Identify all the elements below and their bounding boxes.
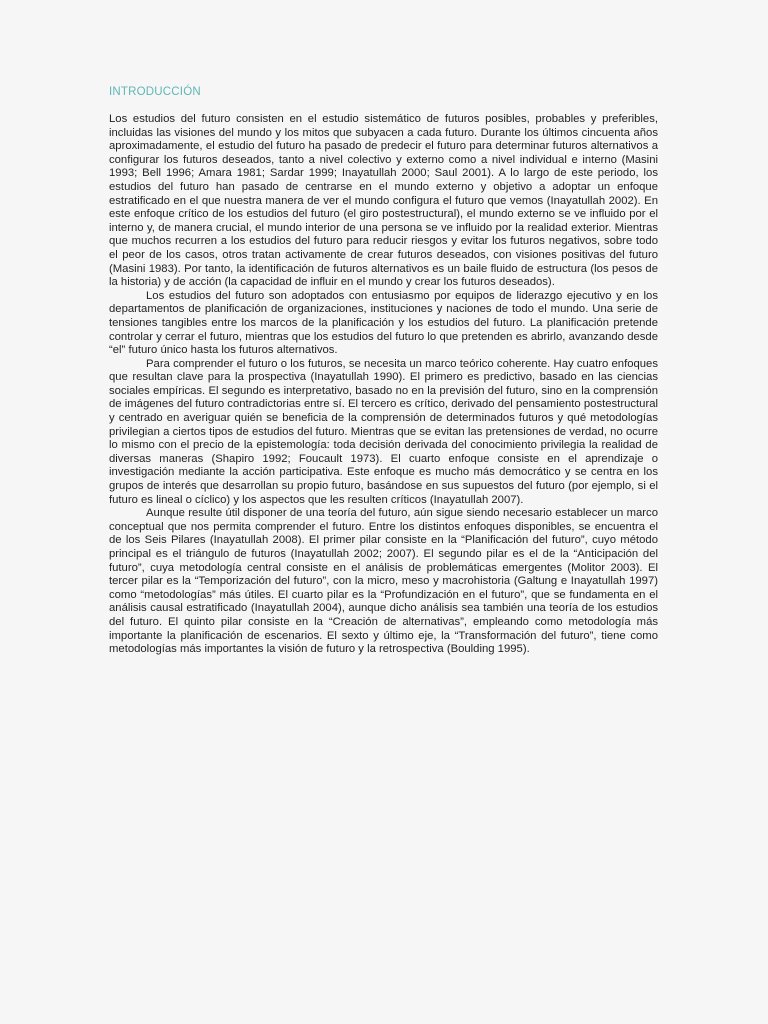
paragraph-3: Para comprender el futuro o los futuros, se necesita un marco teórico coherente. Hay cuatro enfoques que resultan clave para la prospectiva (Inayatullah 1990). El primero es predictivo, basado en las ciencias sociales empíricas. El segundo es interpretativo, basado no en la previsión del futuro, sino en la comprensión de imágenes del futuro contradictorias entre sí. El tercero es crítico, derivado del pensamiento postestructural y centrado en averiguar quién se beneficia de la comprensión de determinados futuros y qué metodologías privilegian a ciertos tipos de estudios del futuro. Mientras que se evitan las pretensiones de verdad, no ocurre lo mismo con el precio de la epistemología: toda decisión derivada del conocimiento privilegia la realidad de diversas maneras (Shapiro 1992; Foucault 1973). El cuarto enfoque consiste en el aprendizaje o investigación mediante la acción participativa. Este enfoque es mucho más democrático y se centra en los grupos de interés que desarrollan su propio futuro, basándose en sus supuestos del futuro (por ejemplo, si el futuro es lineal o cíclico) y los aspectos que les resulten críticos (Inayatullah 2007). bbox=[109, 357, 658, 506]
body-text bbox=[109, 113, 658, 657]
paragraph-2: Los estudios del futuro son adoptados con entusiasmo por equipos de liderazgo ejecutivo y en los departamentos de planificación de organizaciones, instituciones y naciones de todo el mundo. Una serie de tensiones tangibles entre los marcos de la planificación y los estudios del futuro. La planificación pretende controlar y cerrar el futuro, mientras que los estudios del futuro lo que pretenden es abrirlo, avanzando desde “el” futuro único hasta los futuros alternativos. bbox=[109, 289, 658, 357]
section-heading: INTRODUCCIÓN bbox=[109, 86, 201, 98]
paragraph-1: Los estudios del futuro consisten en el estudio sistemático de futuros posibles, probables y preferibles, incluidas las visiones del mundo y los mitos que subyacen a cada futuro. Durante los últimos cincuenta años aproximadamente, el estudio del futuro ha pasado de predecir el futuro para determinar futuros alternativos a configurar los futuros deseados, tanto a nivel colectivo y externo como a nivel individual e interno (Masini 1993; Bell 1996; Amara 1981; Sardar 1999; Inayatullah 2000; Saul 2001). A lo largo de este periodo, los estudios del futuro han pasado de centrarse en el mundo externo y objetivo a adoptar un enfoque estratificado en el que nuestra manera de ver el mundo configura el futuro que vemos (Inayatullah 2002). En este enfoque crítico de los estudios del futuro (el giro postestructural), el mundo externo se ve influido por el interno y, de manera crucial, el mundo interior de una persona se ve influido por la realidad exterior. Mientras que muchos recurren a los estudios del futuro para reducir riesgos y evitar los futuros negativos, sobre todo el peor de los casos, otros tratan activamente de crear futuros deseados, con visiones positivas del futuro (Masini 1983). Por tanto, la identificación de futuros alternativos es un baile fluido de estructura (los pesos de la historia) y de acción (la capacidad de influir en el mundo y crear los futuros deseados). bbox=[109, 113, 658, 289]
paragraph-4: Aunque resulte útil disponer de una teoría del futuro, aún sigue siendo necesario establecer un marco conceptual que nos permita comprender el futuro. Entre los distintos enfoques disponibles, se encuentra el de los Seis Pilares (Inayatullah 2008). El primer pilar consiste en la “Planificación del futuro”, cuyo método principal es el triángulo de futuros (Inayatullah 2002; 2007). El segundo pilar es el de la “Anticipación del futuro”, cuya metodología central consiste en el análisis de problemáticas emergentes (Molitor 2003). El tercer pilar es la “Temporización del futuro”, con la micro, meso y macrohistoria (Galtung e Inayatullah 1997) como “metodologías” más útiles. El cuarto pilar es la “Profundización en el futuro”, que se fundamenta en el análisis causal estratificado (Inayatullah 2004), aunque dicho análisis sea también una teoría de los estudios del futuro. El quinto pilar consiste en la “Creación de alternativas”, empleando como metodología más importante la planificación de escenarios. El sexto y último eje, la “Transformación del futuro”, tiene como metodologías más importantes la visión de futuro y la retrospectiva (Boulding 1995). bbox=[109, 507, 658, 656]
